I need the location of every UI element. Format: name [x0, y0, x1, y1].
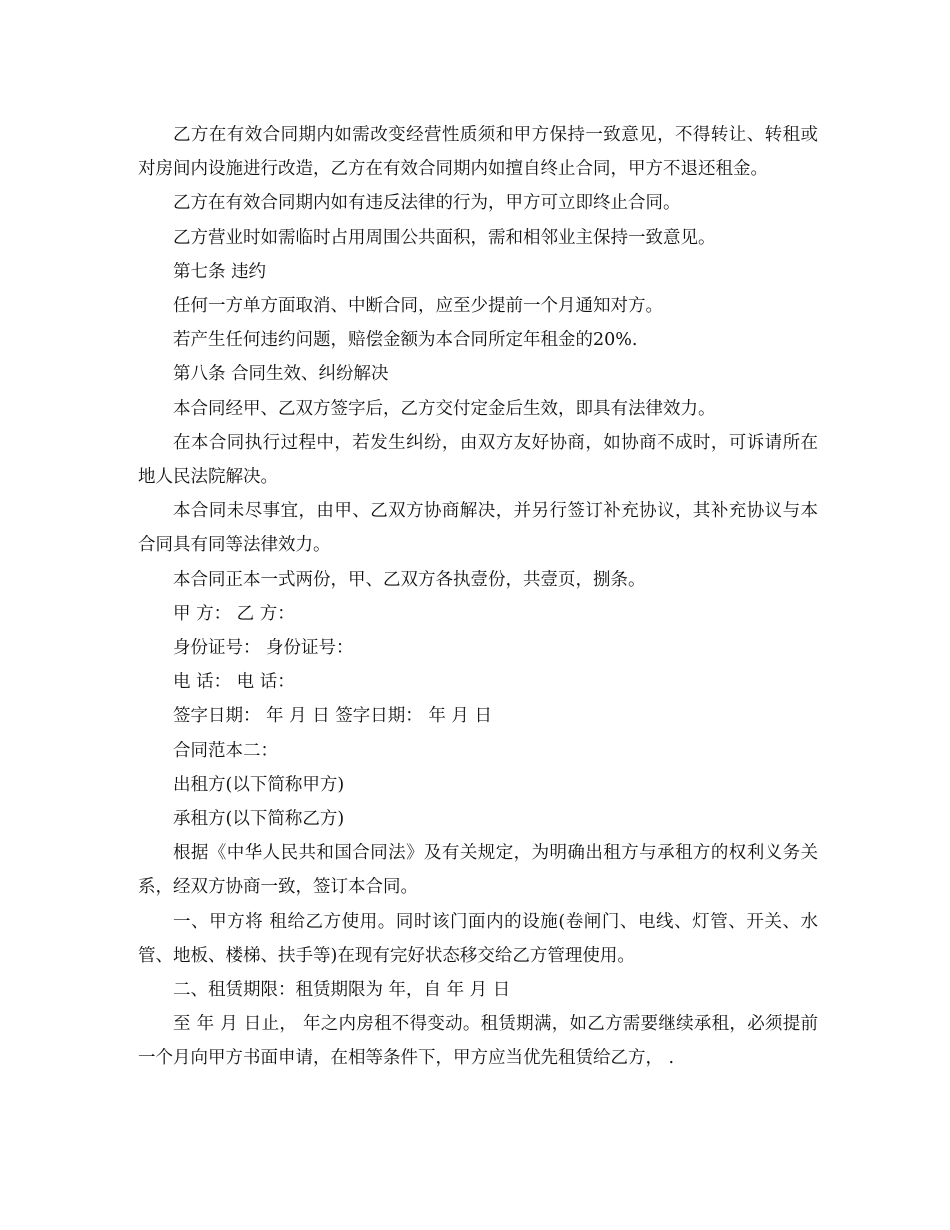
paragraph-10: 本合同未尽事宜，由甲、乙双方协商解决，并另行签订补充协议，其补充协议与本合同具有同等法律效力。 — [138, 501, 818, 556]
paragraph-6: 若产生任何违约问题，赔偿金额为本合同所定年租金的20%. — [173, 330, 638, 351]
paragraph-2: 乙方在有效合同期内如有违反法律的行为，甲方可立即终止合同。 — [173, 193, 681, 214]
paragraph-1: 乙方在有效合同期内如需改变经营性质须和甲方保持一致意见，不得转让、转租或对房间内设施进行改造，乙方在有效合同期内如擅自终止合同，甲方不退还租金。 — [138, 125, 818, 180]
lessee-line: 承租方(以下简称乙方) — [173, 809, 345, 830]
article-7-heading: 第七条 违约 — [173, 261, 267, 282]
signature-phone-line: 电 话： 电 话： — [173, 672, 295, 693]
paragraph-22: 至 年 月 日止， 年之内房租不得变动。租赁期满，如乙方需要继续承租，必须提前一个月向甲方书面申请，在相等条件下，甲方应当优先租赁给乙方， . — [138, 1014, 818, 1069]
signature-id-line: 身份证号： 身份证号： — [173, 638, 354, 659]
template-two-heading: 合同范本二： — [173, 740, 278, 761]
signature-date-line: 签字日期： 年 月 日 签字日期： 年 月 日 — [173, 706, 492, 727]
paragraph-8: 本合同经甲、乙双方签字后，乙方交付定金后生效，即具有法律效力。 — [173, 398, 716, 419]
signature-party-line: 甲 方： 乙 方： — [173, 603, 295, 624]
clause-1: 一、甲方将 租给乙方使用。同时该门面内的设施(卷闸门、电线、灯管、开关、水管、地板、楼梯、扶手等)在现有完好状态移交给乙方管理使用。 — [138, 911, 818, 966]
clause-2: 二、租赁期限：租赁期限为 年，自 年 月 日 — [173, 980, 511, 1001]
document-body — [138, 118, 818, 1076]
paragraph-5: 任何一方单方面取消、中断合同，应至少提前一个月通知对方。 — [173, 296, 663, 317]
paragraph-11: 本合同正本一式两份，甲、乙双方各执壹份，共壹页，捌条。 — [173, 569, 646, 590]
lessor-line: 出租方(以下简称甲方) — [173, 774, 345, 795]
paragraph-19: 根据《中华人民共和国合同法》及有关规定，为明确出租方与承租方的权利义务关系，经双方协商一致，签订本合同。 — [138, 843, 818, 898]
paragraph-9: 在本合同执行过程中，若发生纠纷，由双方友好协商，如协商不成时，可诉请所在地人民法院解决。 — [138, 432, 818, 488]
paragraph-3: 乙方营业时如需临时占用周围公共面积，需和相邻业主保持一致意见。 — [173, 227, 716, 248]
article-8-heading: 第八条 合同生效、纠纷解决 — [173, 364, 389, 385]
